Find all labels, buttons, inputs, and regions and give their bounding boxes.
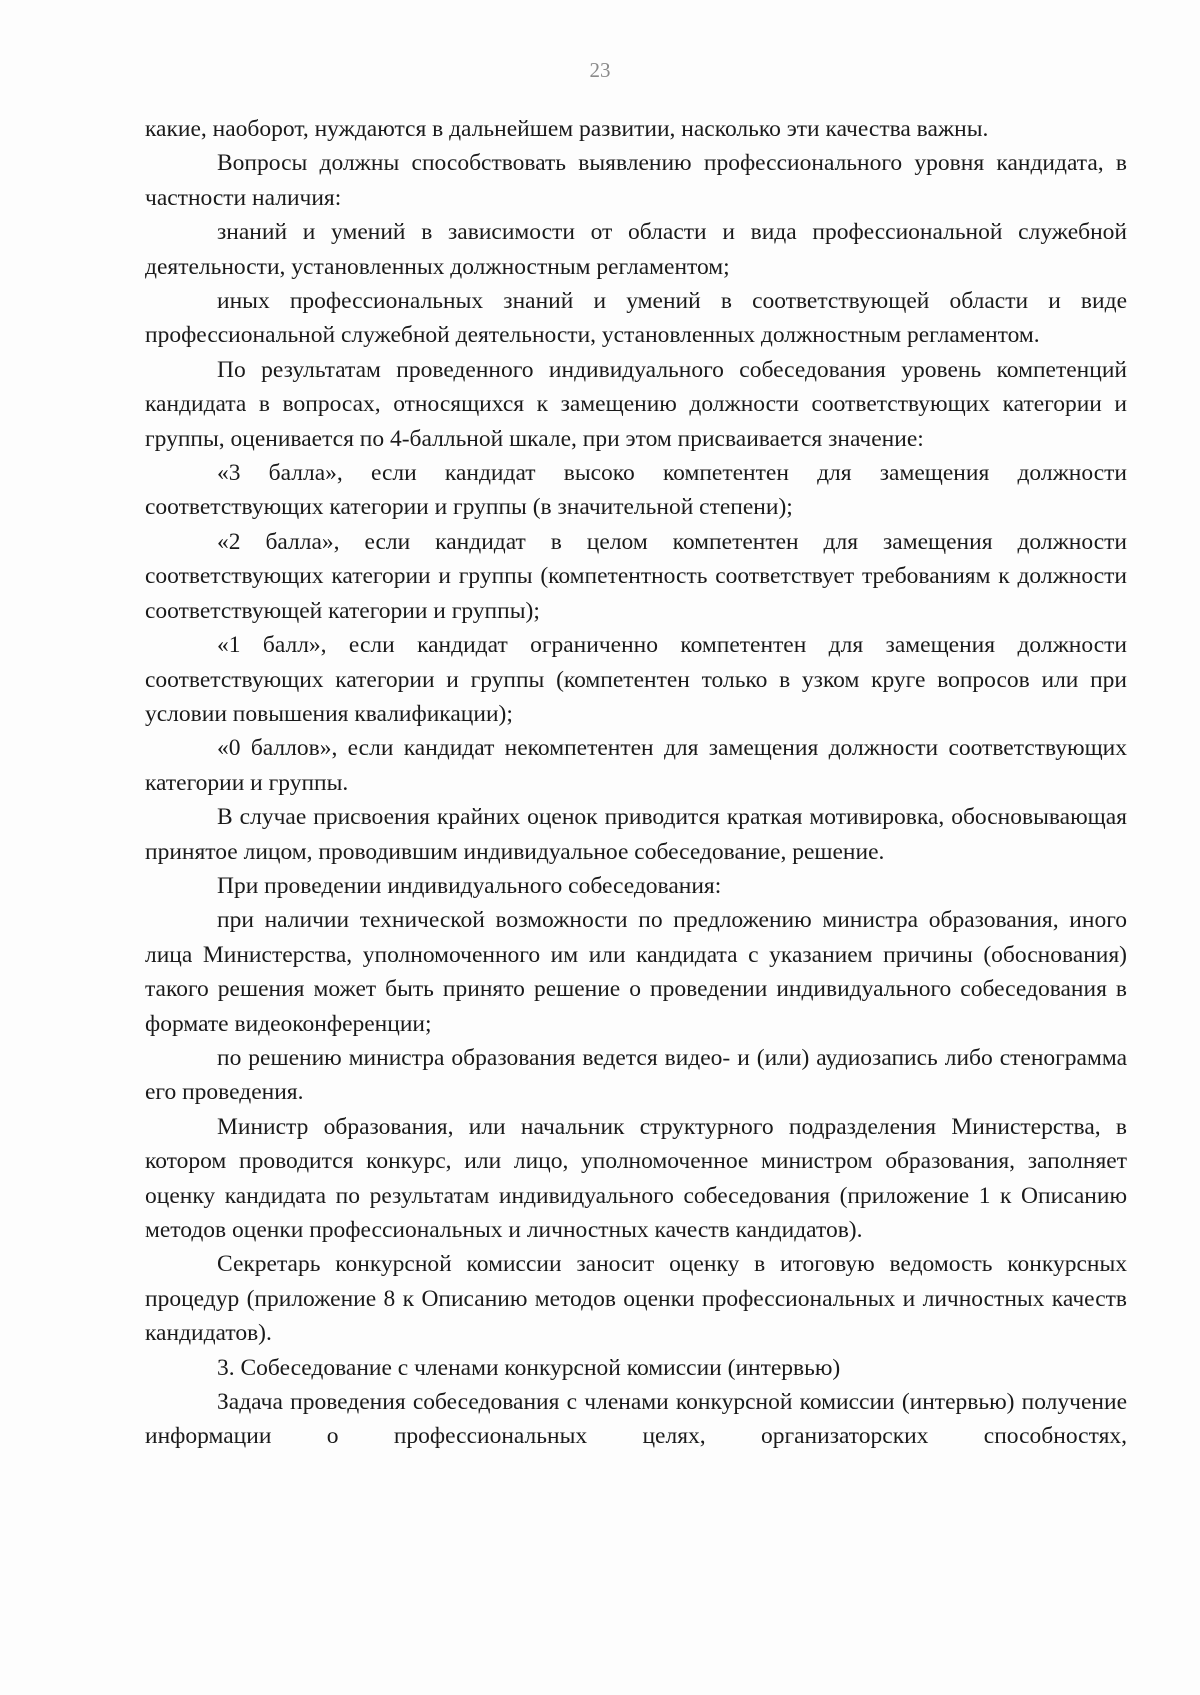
paragraph: по решению министра образования ведется видео- и (или) аудиозапись либо стенограмма его проведения. bbox=[145, 1044, 1127, 1106]
paragraph: Вопросы должны способствовать выявлению профессионального уровня кандидата, в частности наличия: bbox=[145, 150, 1127, 211]
paragraph: Министр образования, или начальник структурного подразделения Министерства, в котором проводится конкурс, или лицо, уполномоченное министром образования, заполняет оценку кандидата по результатам индивидуального собеседования (приложение 1 к Описанию методов оценки профессиональных и личностных качеств кандидатов). bbox=[145, 1113, 1127, 1243]
document-body bbox=[145, 112, 1127, 1454]
paragraph: В случае присвоения крайних оценок приводится краткая мотивировка, обосновывающая принятое лицом, проводившим индивидуальное собеседование, решение. bbox=[145, 804, 1127, 865]
paragraph: «0 баллов», если кандидат некомпетентен для замещения должности соответствующих категории и группы. bbox=[145, 735, 1127, 796]
section-heading: 3. Собеседование с членами конкурсной комиссии (интервью) bbox=[217, 1354, 841, 1381]
paragraph: «2 балла», если кандидат в целом компетентен для замещения должности соответствующих категории и группы (компетентность соответствует требованиям к должности соответствующей категории и группы); bbox=[145, 528, 1127, 624]
paragraph: какие, наоборот, нуждаются в дальнейшем развитии, насколько эти качества важны. bbox=[145, 116, 989, 142]
page-number: 23 bbox=[589, 58, 611, 82]
paragraph: Задача проведения собеседования с членами конкурсной комиссии (интервью) получение информации о профессиональных целях, организаторских способностях, bbox=[145, 1389, 1127, 1450]
paragraph: Секретарь конкурсной комиссии заносит оценку в итоговую ведомость конкурсных процедур (приложение 8 к Описанию методов оценки профессиональных и личностных качеств кандидатов). bbox=[145, 1251, 1127, 1347]
paragraph: знаний и умений в зависимости от области и вида профессиональной служебной деятельности, установленных должностным регламентом; bbox=[145, 219, 1127, 280]
paragraph: «1 балл», если кандидат ограниченно компетентен для замещения должности соответствующих категории и группы (компетентен только в узком круге вопросов или при условии повышения квалификации); bbox=[145, 632, 1127, 727]
paragraph: при наличии технической возможности по предложению министра образования, иного лица Министерства, уполномоченного им или кандидата с указанием причины (обоснования) такого решения может быть принято решение о проведении индивидуального собеседования в формате видеоконференции; bbox=[145, 907, 1127, 1037]
paragraph: «3 балла», если кандидат высоко компетентен для замещения должности соответствующих категории и группы (в значительной степени); bbox=[145, 460, 1127, 521]
paragraph: иных профессиональных знаний и умений в соответствующей области и виде профессиональной служебной деятельности, установленных должностным регламентом. bbox=[145, 288, 1127, 349]
paragraph: По результатам проведенного индивидуального собеседования уровень компетенций кандидата в вопросах, относящихся к замещению должности соответствующих категории и группы, оценивается по 4-балльной шкале, при этом присваивается значение: bbox=[145, 356, 1127, 452]
paragraph: При проведении индивидуального собеседования: bbox=[217, 872, 722, 899]
